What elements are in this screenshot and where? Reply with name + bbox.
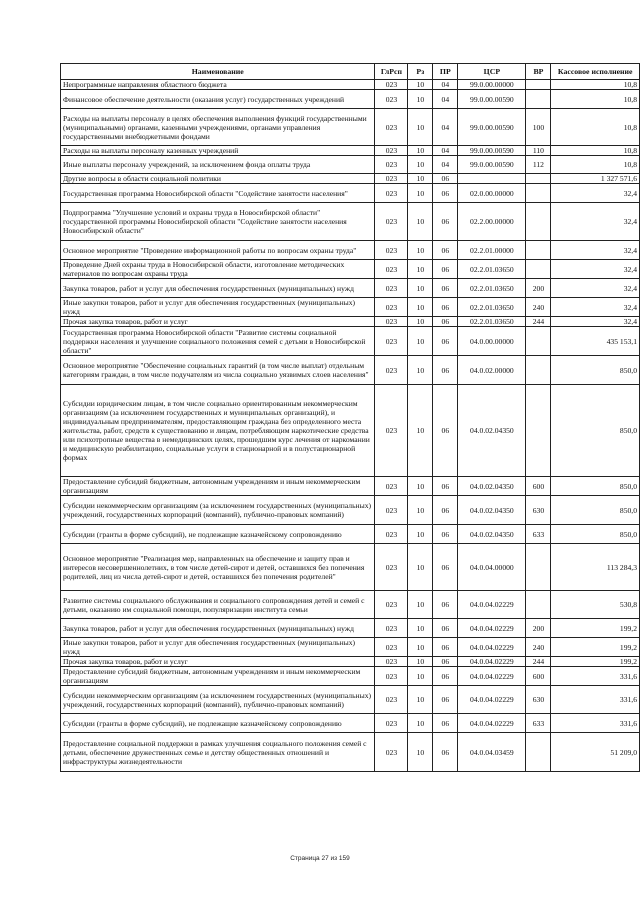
cell-csr: 04.0.02.04350 [458, 385, 526, 477]
cell-amount: 850,0 [551, 525, 640, 544]
table-row [61, 317, 640, 327]
cell-rz: 10 [408, 184, 433, 203]
table-row [61, 477, 640, 496]
cell-grbs: 023 [375, 733, 408, 772]
cell-name: Субсидии (гранты в форме субсидий), не подлежащие казначейскому сопровождению [61, 525, 375, 544]
cell-csr: 02.2.01.00000 [458, 241, 526, 260]
cell-vr [526, 591, 551, 619]
cell-rz: 10 [408, 90, 433, 109]
cell-csr: 02.2.01.03650 [458, 260, 526, 279]
cell-name: Непрограммные направления областного бюджета [61, 80, 375, 90]
cell-vr: 100 [526, 109, 551, 146]
cell-name: Развитие системы социального обслуживания и социального сопровождения детей и семей с детьми, оказанию им социальной помощи, популяризации института семьи [61, 591, 375, 619]
cell-pr: 06 [433, 591, 458, 619]
table-row [61, 203, 640, 241]
cell-pr: 06 [433, 279, 458, 298]
table-row [61, 156, 640, 174]
cell-amount: 32,4 [551, 317, 640, 327]
cell-grbs: 023 [375, 298, 408, 317]
cell-name: Расходы на выплаты персоналу в целях обеспечения выполнения функций государственными (муниципальными) органами, казенными учреждениями, органами управления государственными внебюджетными фондами [61, 109, 375, 146]
cell-csr: 99.0.00.00000 [458, 80, 526, 90]
cell-vr [526, 327, 551, 356]
cell-name: Основное мероприятие "Реализация мер, направленных на обеспечение и защиту прав и интересов несовершеннолетних, в том числе детей-сирот и детей, оставшихся без попечения родителей, лиц из числа детей-сирот и детей, оставшихся без попечения родителей" [61, 544, 375, 591]
table-row [61, 260, 640, 279]
cell-rz: 10 [408, 385, 433, 477]
cell-vr: 244 [526, 657, 551, 667]
cell-amount: 113 284,3 [551, 544, 640, 591]
cell-pr: 04 [433, 156, 458, 174]
cell-vr: 200 [526, 279, 551, 298]
header-name: Наименование [61, 64, 375, 80]
table-header-row [61, 64, 640, 80]
table-row [61, 496, 640, 525]
table-row [61, 525, 640, 544]
cell-rz: 10 [408, 356, 433, 385]
cell-csr: 04.0.04.02229 [458, 591, 526, 619]
cell-grbs: 023 [375, 714, 408, 733]
cell-rz: 10 [408, 80, 433, 90]
header-rz: Рз [408, 64, 433, 80]
cell-pr: 06 [433, 317, 458, 327]
cell-vr: 240 [526, 638, 551, 657]
cell-csr: 02.0.00.00000 [458, 184, 526, 203]
cell-rz: 10 [408, 241, 433, 260]
cell-vr [526, 184, 551, 203]
cell-name: Другие вопросы в области социальной политики [61, 174, 375, 184]
header-amount: Кассовое исполнение [551, 64, 640, 80]
cell-name: Основное мероприятие "Обеспечение социальных гарантий (в том числе выплат) отдельным категориям граждан, в том числе подучателям из числа социально уязвимых слоев населения" [61, 356, 375, 385]
cell-vr [526, 733, 551, 772]
cell-amount: 850,0 [551, 356, 640, 385]
cell-amount: 1 327 571,6 [551, 174, 640, 184]
cell-amount: 10,8 [551, 90, 640, 109]
cell-grbs: 023 [375, 385, 408, 477]
cell-vr [526, 80, 551, 90]
cell-name: Финансовое обеспечение деятельности (оказания услуг) государственных учреждений [61, 90, 375, 109]
page-number: Страница 27 из 159 [290, 855, 350, 862]
cell-vr: 200 [526, 619, 551, 638]
cell-pr: 06 [433, 496, 458, 525]
cell-csr: 04.0.04.02229 [458, 714, 526, 733]
cell-vr [526, 260, 551, 279]
header-csr: ЦСР [458, 64, 526, 80]
cell-pr: 06 [433, 241, 458, 260]
table-row [61, 174, 640, 184]
cell-rz: 10 [408, 733, 433, 772]
table-row [61, 686, 640, 714]
cell-name: Субсидии (гранты в форме субсидий), не подлежащие казначейскому сопровождению [61, 714, 375, 733]
table-row [61, 279, 640, 298]
cell-grbs: 023 [375, 686, 408, 714]
cell-csr: 99.0.00.00590 [458, 109, 526, 146]
cell-name: Государственная программа Новосибирской области "Содействие занятости населения" [61, 184, 375, 203]
cell-vr: 633 [526, 714, 551, 733]
cell-pr: 06 [433, 184, 458, 203]
cell-amount: 32,4 [551, 279, 640, 298]
cell-pr: 06 [433, 385, 458, 477]
table-row [61, 241, 640, 260]
cell-name: Иные закупки товаров, работ и услуг для обеспечения государственных (муниципальных) нужд [61, 298, 375, 317]
cell-amount: 435 153,1 [551, 327, 640, 356]
cell-grbs: 023 [375, 279, 408, 298]
cell-grbs: 023 [375, 525, 408, 544]
cell-csr: 04.0.02.04350 [458, 496, 526, 525]
cell-amount: 10,8 [551, 80, 640, 90]
cell-rz: 10 [408, 327, 433, 356]
cell-name: Предоставление субсидий бюджетным, автономным учреждениям и иным некоммерческим организациям [61, 477, 375, 496]
cell-pr: 04 [433, 146, 458, 156]
cell-pr: 06 [433, 356, 458, 385]
cell-grbs: 023 [375, 619, 408, 638]
cell-grbs: 023 [375, 260, 408, 279]
cell-pr: 06 [433, 327, 458, 356]
cell-name: Субсидии некоммерческим организациям (за исключением государственных (муниципальных) учреждений, государственных корпораций (компаний), публично-правовых компаний) [61, 496, 375, 525]
cell-rz: 10 [408, 109, 433, 146]
table-row [61, 146, 640, 156]
cell-name: Прочая закупка товаров, работ и услуг [61, 317, 375, 327]
cell-grbs: 023 [375, 317, 408, 327]
table-row [61, 109, 640, 146]
cell-rz: 10 [408, 657, 433, 667]
cell-amount: 199,2 [551, 657, 640, 667]
cell-rz: 10 [408, 667, 433, 686]
cell-rz: 10 [408, 174, 433, 184]
cell-vr: 240 [526, 298, 551, 317]
cell-csr: 02.2.01.03650 [458, 317, 526, 327]
cell-pr: 06 [433, 260, 458, 279]
cell-amount: 32,4 [551, 184, 640, 203]
cell-csr: 04.0.04.02229 [458, 638, 526, 657]
cell-csr: 99.0.00.00590 [458, 156, 526, 174]
cell-name: Предоставление социальной поддержки в рамках улучшения социального положения семей с детьми, обеспечение дружественных семье и детству общественных отношений и инфраструктуры жизнедеятельности [61, 733, 375, 772]
table-body [61, 80, 640, 772]
cell-vr: 600 [526, 477, 551, 496]
cell-csr: 99.0.00.00590 [458, 146, 526, 156]
cell-grbs: 023 [375, 203, 408, 241]
cell-amount: 331,6 [551, 686, 640, 714]
table-row [61, 657, 640, 667]
cell-csr: 04.0.04.02229 [458, 667, 526, 686]
cell-vr [526, 241, 551, 260]
cell-grbs: 023 [375, 109, 408, 146]
cell-amount: 530,8 [551, 591, 640, 619]
cell-csr: 04.0.04.02229 [458, 657, 526, 667]
cell-rz: 10 [408, 317, 433, 327]
cell-csr: 02.2.00.00000 [458, 203, 526, 241]
cell-vr: 630 [526, 496, 551, 525]
cell-name: Закупка товаров, работ и услуг для обеспечения государственных (муниципальных) нужд [61, 279, 375, 298]
cell-grbs: 023 [375, 241, 408, 260]
cell-name: Государственная программа Новосибирской области "Развитие системы социальной поддержки населения и улучшение социального положения семей с детьми в Новосибирской области" [61, 327, 375, 356]
table-row [61, 327, 640, 356]
cell-grbs: 023 [375, 156, 408, 174]
cell-csr [458, 174, 526, 184]
cell-grbs: 023 [375, 591, 408, 619]
cell-pr: 06 [433, 657, 458, 667]
cell-pr: 06 [433, 298, 458, 317]
cell-amount: 850,0 [551, 496, 640, 525]
cell-name: Подпрограмма "Улучшение условий и охраны труда в Новосибирской области" государственной программы Новосибирской области "Содействие занятости населения Новосибирской области" [61, 203, 375, 241]
cell-csr: 02.2.01.03650 [458, 298, 526, 317]
table-row [61, 714, 640, 733]
cell-pr: 06 [433, 174, 458, 184]
cell-amount: 850,0 [551, 385, 640, 477]
cell-pr: 06 [433, 544, 458, 591]
cell-rz: 10 [408, 686, 433, 714]
cell-pr: 06 [433, 619, 458, 638]
cell-vr: 630 [526, 686, 551, 714]
cell-grbs: 023 [375, 496, 408, 525]
cell-vr: 110 [526, 146, 551, 156]
cell-amount: 51 209,0 [551, 733, 640, 772]
cell-pr: 06 [433, 638, 458, 657]
table-row [61, 184, 640, 203]
table-row [61, 638, 640, 657]
cell-grbs: 023 [375, 638, 408, 657]
cell-rz: 10 [408, 496, 433, 525]
cell-amount: 850,0 [551, 477, 640, 496]
cell-grbs: 023 [375, 544, 408, 591]
cell-amount: 10,8 [551, 146, 640, 156]
cell-csr: 04.0.00.00000 [458, 327, 526, 356]
cell-vr: 633 [526, 525, 551, 544]
cell-name: Иные закупки товаров, работ и услуг для обеспечения государственных (муниципальных) нужд [61, 638, 375, 657]
cell-grbs: 023 [375, 327, 408, 356]
cell-csr: 04.0.02.00000 [458, 356, 526, 385]
cell-vr: 244 [526, 317, 551, 327]
cell-csr: 04.0.04.02229 [458, 686, 526, 714]
cell-pr: 04 [433, 109, 458, 146]
cell-grbs: 023 [375, 146, 408, 156]
cell-csr: 04.0.04.02229 [458, 619, 526, 638]
table-row [61, 80, 640, 90]
table-row [61, 619, 640, 638]
cell-pr: 04 [433, 90, 458, 109]
header-pr: ПР [433, 64, 458, 80]
cell-amount: 10,8 [551, 109, 640, 146]
cell-csr: 02.2.01.03650 [458, 279, 526, 298]
cell-rz: 10 [408, 298, 433, 317]
cell-vr: 112 [526, 156, 551, 174]
table-row [61, 733, 640, 772]
cell-rz: 10 [408, 477, 433, 496]
cell-rz: 10 [408, 638, 433, 657]
cell-rz: 10 [408, 156, 433, 174]
cell-amount: 10,8 [551, 156, 640, 174]
cell-vr [526, 90, 551, 109]
cell-pr: 06 [433, 686, 458, 714]
table-row [61, 298, 640, 317]
cell-amount: 32,4 [551, 260, 640, 279]
cell-vr [526, 174, 551, 184]
cell-grbs: 023 [375, 90, 408, 109]
cell-grbs: 023 [375, 356, 408, 385]
cell-name: Субсидии юридическим лицам, в том числе социально ориентированным некоммерческим организациям (за исключением государственных и муниципальных организаций), и индивидуальным предпринимателям, предоставляющим граждана без определенного места жительства, работ, средств к существованию и лицам, потребляющим наркотические средства или психотропные вещества в немедицинских целях, прошедшим курс лечения от наркомании и медицинскую реабилитацию, социальные услуги в стационарной и в полустационарной формах [61, 385, 375, 477]
cell-pr: 06 [433, 477, 458, 496]
cell-pr: 06 [433, 525, 458, 544]
header-grbs: ГлРсп [375, 64, 408, 80]
cell-grbs: 023 [375, 174, 408, 184]
cell-rz: 10 [408, 619, 433, 638]
cell-csr: 04.0.04.03459 [458, 733, 526, 772]
budget-table [60, 63, 640, 772]
cell-pr: 06 [433, 203, 458, 241]
cell-name: Проведение Дней охраны труда в Новосибирской области, изготовление методических материалов по вопросам охраны труда [61, 260, 375, 279]
table-row [61, 90, 640, 109]
cell-amount: 199,2 [551, 638, 640, 657]
cell-rz: 10 [408, 146, 433, 156]
table-row [61, 591, 640, 619]
cell-grbs: 023 [375, 477, 408, 496]
cell-vr [526, 203, 551, 241]
cell-amount: 331,6 [551, 714, 640, 733]
cell-csr: 04.0.04.00000 [458, 544, 526, 591]
cell-pr: 04 [433, 80, 458, 90]
cell-rz: 10 [408, 544, 433, 591]
cell-rz: 10 [408, 203, 433, 241]
cell-rz: 10 [408, 260, 433, 279]
cell-pr: 06 [433, 714, 458, 733]
cell-amount: 32,4 [551, 241, 640, 260]
cell-amount: 199,2 [551, 619, 640, 638]
cell-grbs: 023 [375, 184, 408, 203]
cell-grbs: 023 [375, 667, 408, 686]
cell-name: Иные выплаты персоналу учреждений, за исключением фонда оплаты труда [61, 156, 375, 174]
cell-name: Субсидии некоммерческим организациям (за исключением государственных (муниципальных) учреждений, государственных корпораций (компаний), публично-правовых компаний) [61, 686, 375, 714]
cell-rz: 10 [408, 525, 433, 544]
cell-rz: 10 [408, 714, 433, 733]
cell-rz: 10 [408, 591, 433, 619]
cell-vr [526, 356, 551, 385]
cell-pr: 06 [433, 733, 458, 772]
cell-amount: 331,6 [551, 667, 640, 686]
cell-rz: 10 [408, 279, 433, 298]
cell-name: Закупка товаров, работ и услуг для обеспечения государственных (муниципальных) нужд [61, 619, 375, 638]
cell-name: Предоставление субсидий бюджетным, автономным учреждениям и иным некоммерческим организациям [61, 667, 375, 686]
table-row [61, 667, 640, 686]
cell-csr: 99.0.00.00590 [458, 90, 526, 109]
cell-name: Основное мероприятие "Проведение информационной работы по вопросам охраны труда" [61, 241, 375, 260]
cell-grbs: 023 [375, 80, 408, 90]
cell-vr [526, 385, 551, 477]
cell-pr: 06 [433, 667, 458, 686]
header-vr: ВР [526, 64, 551, 80]
cell-csr: 04.0.02.04350 [458, 477, 526, 496]
table-row [61, 385, 640, 477]
cell-grbs: 023 [375, 657, 408, 667]
cell-vr [526, 544, 551, 591]
table-row [61, 356, 640, 385]
cell-amount: 32,4 [551, 203, 640, 241]
cell-name: Расходы на выплаты персоналу казенных учреждений [61, 146, 375, 156]
cell-vr: 600 [526, 667, 551, 686]
table-row [61, 544, 640, 591]
cell-amount: 32,4 [551, 298, 640, 317]
cell-name: Прочая закупка товаров, работ и услуг [61, 657, 375, 667]
cell-csr: 04.0.02.04350 [458, 525, 526, 544]
